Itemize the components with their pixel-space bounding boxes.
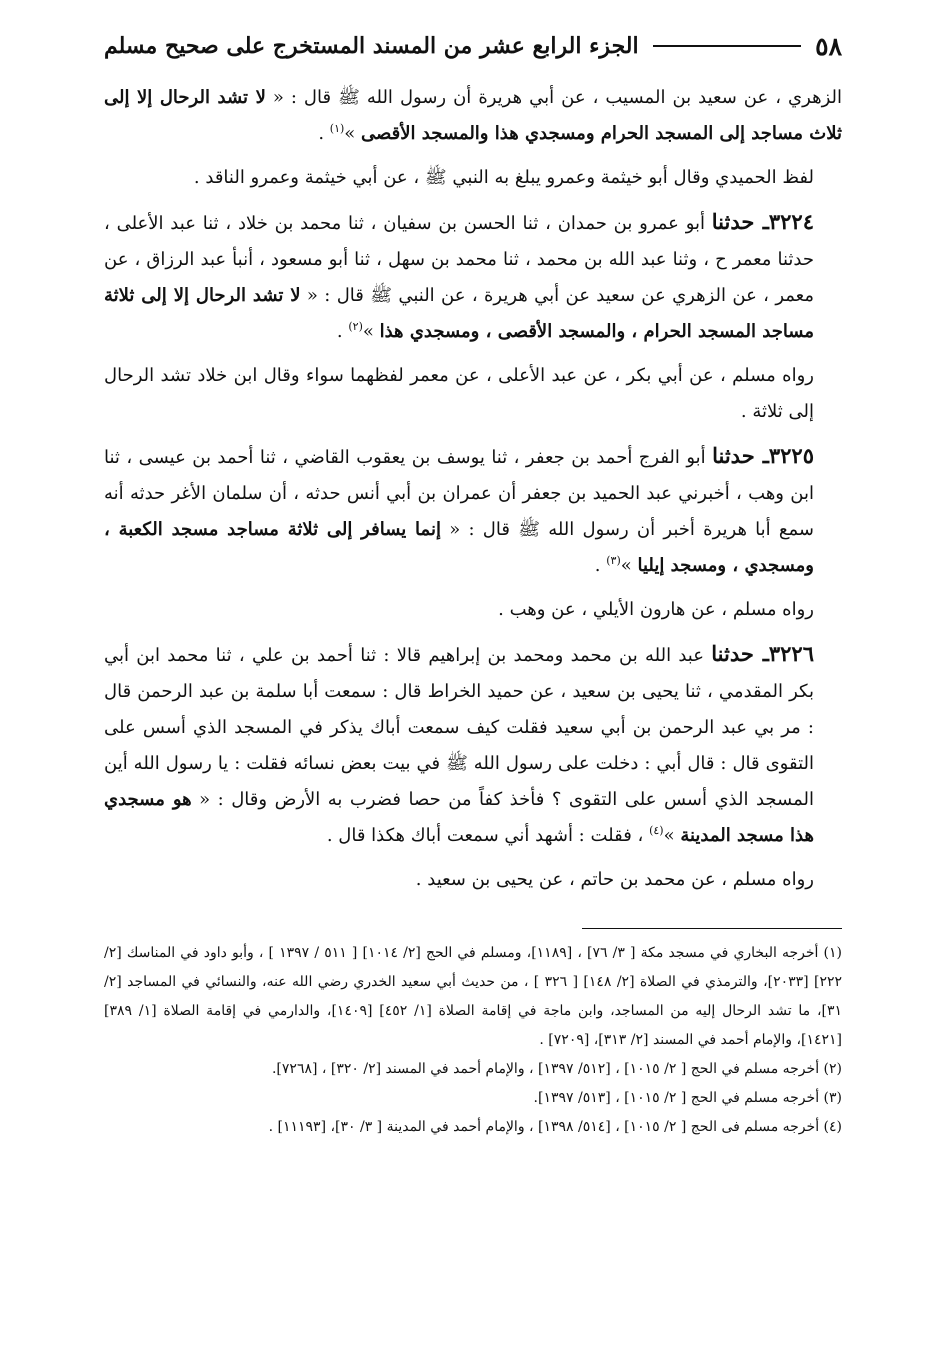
paragraph (104, 204, 842, 350)
text-segment: الزهري ، عن سعيد بن المسيب ، عن أبي هريرة أن رسول الله ﷺ قال : « (265, 87, 842, 108)
text-segment: رواه مسلم ، عن محمد بن حاتم ، عن يحيى بن سعيد . (415, 869, 814, 890)
text-segment: ، فقلت : أشهد أني سمعت أباك هكذا قال . (326, 825, 650, 846)
footnote: (١) أخرجه البخاري في مسجد مكة [ ٣/ ٧٦] ، [١١٨٩]، ومسلم في الحج [٢/ ١٠١٤] [ ٥١١ / ١٣٩٧ ] ، وأبو داود في المناسك [٢/ ٢٢٢] [٢٠٣٣]، والترمذي في الصلاة [٢/ ١٤٨] [ ٣٢٦ ] ، من حديث أبي سعيد الخدري رضي الله عنه، والنسائي في المساجد [٢/ ٣١]، ما تشد الرحال إليه من المساجد، وابن ماجة في إقامة الصلاة [١/ ٤٥٢] [١٤٠٩]، والدارمي في إقامة الصلاة [١/ ٣٨٩] [١٤٢١]، والإمام أحمد في المسند [٢/ ٣١٣]، [٧٢٠٩] . (104, 945, 843, 1048)
paragraph (104, 160, 842, 196)
paragraph (104, 80, 842, 152)
header-rule (653, 45, 802, 47)
hadith-number: ٣٢٢٦ (768, 641, 814, 666)
text-segment: رواه مسلم ، عن هارون الأيلي ، عن وهب . (498, 599, 814, 620)
page-header (104, 26, 842, 66)
footnote-separator (582, 928, 842, 929)
text-segment: لفظ الحميدي وقال أبو خيثمة وعمرو يبلغ به النبي ﷺ ، عن أبي خيثمة وعمرو الناقد . (193, 167, 814, 188)
footnotes (104, 939, 842, 1142)
text-segment: أبو عمرو بن حمدان ، ثنا الحسن بن سفيان ، ثنا محمد بن خلاد ، ثنا عبد الأعلى ، حدثنا معمر ح ، وثنا عبد الله بن محمد ، ثنا محمد بن سهل ، ثنا أبو مسعود ، أنبأ عبد الرزاق ، عن معمر ، عن الزهري عن سعيد عن أبي هريرة ، عن النبي ﷺ قال : « (104, 213, 815, 306)
text-segment: » (362, 321, 380, 342)
footnote-ref: (٢) (348, 320, 363, 333)
text-segment: . (594, 555, 607, 576)
hadith-text: إنما يسافر إلى ثلاثة مساجد مسجد الكعبة ، ومسجدي ، ومسجد إيليا (104, 519, 814, 576)
running-title: الجزء الرابع عشر من المسند المستخرج على صحيح مسلم (104, 33, 639, 59)
footnote: (٢) أخرجه مسلم في الحج [ ٢/ ١٠١٥] ، [٥١٢/ ١٣٩٧] ، والإمام أحمد في المسند [٢/ ٣٢٠] ، [٧٢٦٨]. (271, 1061, 842, 1077)
page-number: ٥٨ (815, 31, 842, 61)
body-text (104, 80, 842, 898)
hadith-text: لا تشد الرحال إلا إلى ثلاث مساجد إلى المسجد الحرام ومسجدي هذا والمسجد الأقصى (104, 87, 842, 144)
paragraph (104, 636, 842, 854)
chain-opener: ـ حدثنا (711, 641, 769, 666)
paragraph (104, 592, 842, 628)
text-segment: رواه مسلم ، عن أبي بكر ، عن عبد الأعلى ، عن معمر لفظهما سواء وقال ابن خلاد تشد الرحال إلى ثلاثة . (104, 365, 814, 422)
text-segment: » (344, 123, 362, 144)
book-page (104, 26, 842, 1142)
chain-opener: ـ حدثنا (712, 443, 769, 468)
hadith-text: لا تشد الرحال إلا إلى ثلاثة مساجد المسجد الحرام ، والمسجد الأقصى ، ومسجدي هذا (104, 285, 814, 342)
paragraph (104, 438, 842, 584)
footnote: (٣) أخرجه مسلم في الحج [ ٢/ ١٠١٥] ، [٥١٣/ ١٣٩٧]. (533, 1090, 842, 1106)
hadith-text: هو مسجدي هذا مسجد المدينة (104, 789, 814, 846)
hadith-number: ٣٢٢٥ (768, 443, 814, 468)
chain-opener: ـ حدثنا (711, 209, 769, 234)
hadith-number: ٣٢٢٤ (768, 209, 814, 234)
text-segment: . (336, 321, 349, 342)
footnote-ref: (٤) (649, 824, 664, 837)
text-segment: أبو الفرج أحمد بن جعفر ، ثنا يوسف بن يعقوب القاضي ، ثنا أحمد بن عيسى ، ثنا ابن وهب ، أخبرني عبد الحميد بن جعفر أن عمران بن أبي أنس حدثه ، أن سلمان الأغر حدثه أنه سمع أبا هريرة أخبر أن رسول الله ﷺ قال : « (104, 447, 814, 540)
text-segment: . (318, 123, 330, 144)
text-segment: » (620, 555, 638, 576)
footnote-ref: (٣) (606, 554, 621, 567)
text-segment: » (663, 825, 681, 846)
paragraph (104, 358, 842, 430)
text-segment: عبد الله بن محمد ومحمد بن إبراهيم قالا : ثنا أحمد بن علي ، ثنا محمد ابن أبي بكر المقدمي ، ثنا يحيى بن سعيد ، عن حميد الخراط قال : سمعت أبا سلمة بن عبد الرحمن قال : مر بي عبد الرحمن بن أبي سعيد فقلت كيف سمعت أباك يذكر في المسجد الذي أسس على التقوى قال : قال أبي : دخلت على رسول الله ﷺ في بيت بعض نسائه فقلت : يا رسول الله أين المسجد الذي أسس على التقوى ؟ فأخذ كفاً من حصا فضرب به الأرض وقال : « (104, 645, 814, 810)
paragraph (104, 862, 842, 898)
footnote: (٤) أخرجه مسلم فى الحج [ ٢/ ١٠١٥] ، [٥١٤/ ١٣٩٨] ، والإمام أحمد في المدينة [ ٣/ ٣٠]، [١١١٩٣] . (268, 1119, 842, 1135)
footnote-ref: (١) (329, 122, 345, 135)
